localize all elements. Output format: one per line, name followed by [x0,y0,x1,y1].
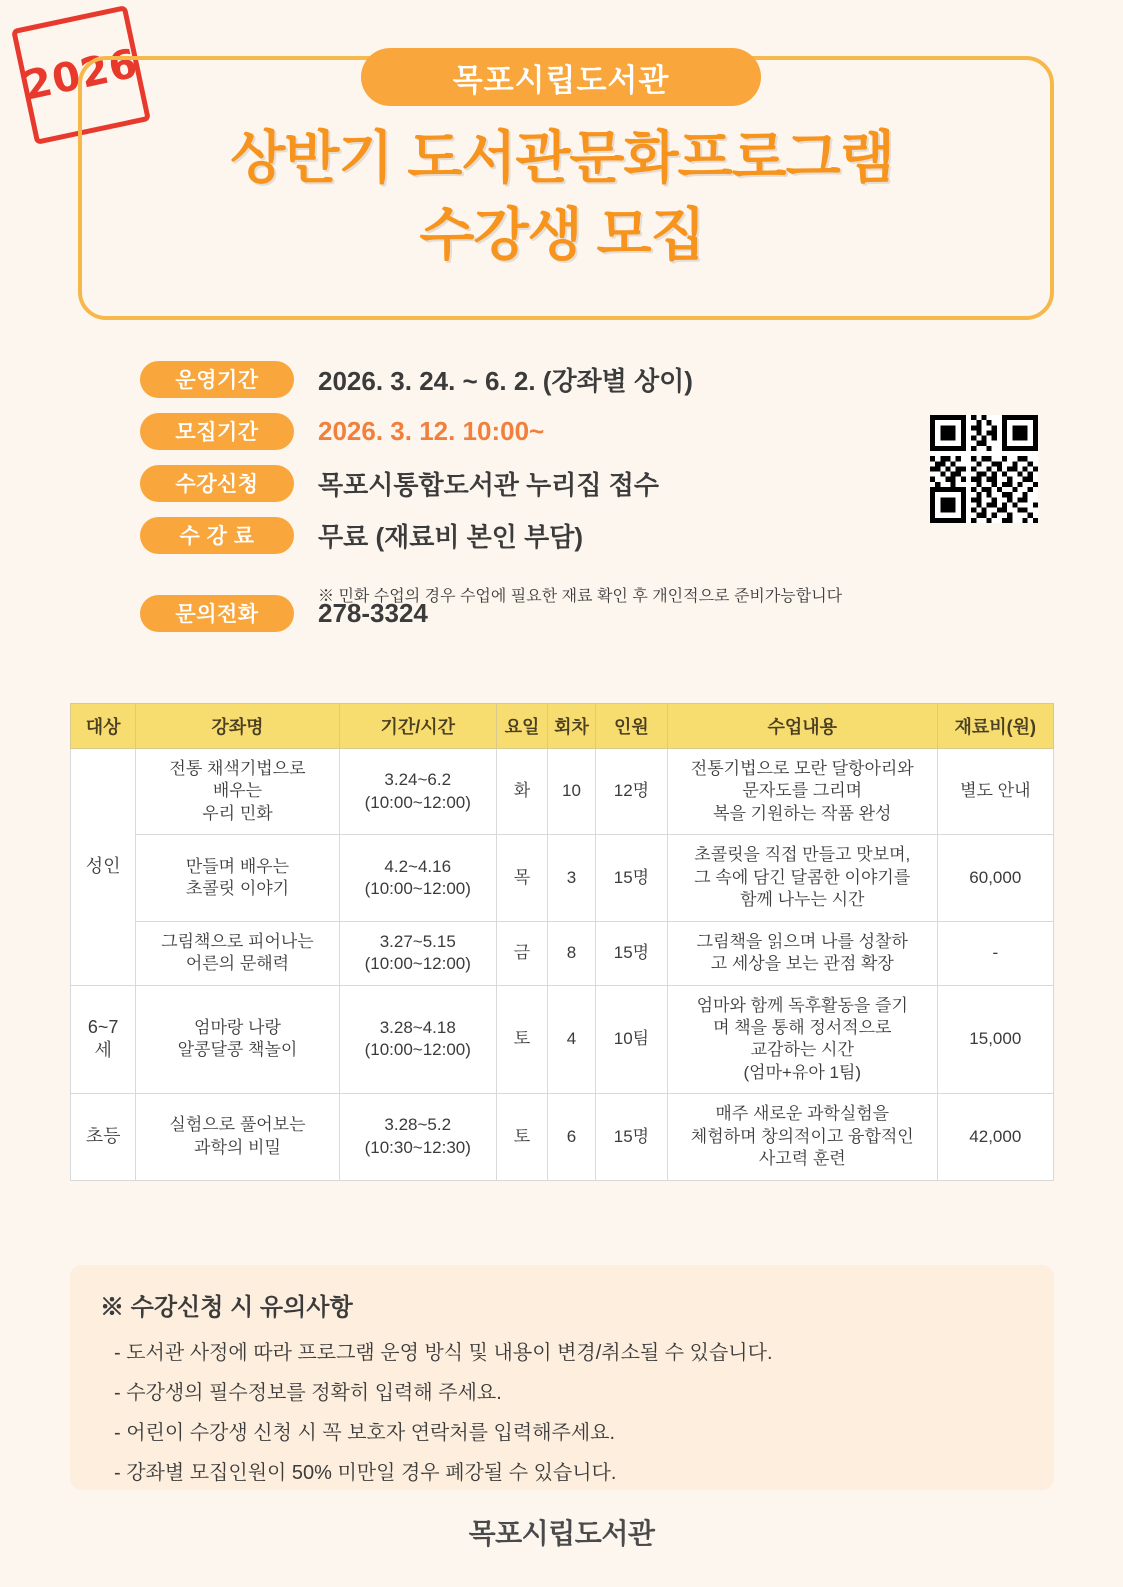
cell-content: 초콜릿을 직접 만들고 맛보며, 그 속에 담긴 달콤한 이야기를 함께 나누는 시간 [667,835,937,921]
info-value: 목포시통합도서관 누리집 접수 [318,469,659,500]
notice-item: - 강좌별 모집인원이 50% 미만일 경우 폐강될 수 있습니다. [114,1462,617,1484]
cell-capacity: 10팀 [595,985,667,1094]
notice-title: ※ 수강신청 시 유의사항 [100,1294,353,1321]
table-row [71,921,1054,985]
cell-course-name: 그림책으로 피어나는 어른의 문해력 [136,921,339,985]
program-table [70,703,1054,1181]
table-column-header: 재료비(원) [937,704,1053,749]
cell-period: 3.24~6.2 (10:00~12:00) [339,749,496,835]
qr-code-image [930,415,1038,523]
table-column-header: 강좌명 [136,704,339,749]
info-row [140,412,980,450]
cell-course-name: 만들며 배우는 초콜릿 이야기 [136,835,339,921]
notice-box [70,1265,1054,1490]
table-column-header: 기간/시간 [339,704,496,749]
info-value: 2026. 3. 24. ~ 6. 2. (강좌별 상이) [318,365,693,396]
cell-session-count: 10 [548,749,596,835]
cell-target: 성인 [71,749,136,986]
table-row [71,985,1054,1094]
info-row [140,516,980,554]
cell-session-count: 4 [548,985,596,1094]
info-label: 수 강 료 [140,517,294,554]
info-value: 2026. 3. 12. 10:00~ [318,415,545,446]
cell-day: 금 [496,921,547,985]
table-column-header: 요일 [496,704,547,749]
footer-library-name: 목포시립도서관 [468,1518,655,1549]
table-row [71,749,1054,835]
cell-period: 4.2~4.16 (10:00~12:00) [339,835,496,921]
page-title-line2: 수강생 모집 [419,202,705,267]
cell-fee: 별도 안내 [937,749,1053,835]
cell-fee: - [937,921,1053,985]
cell-day: 토 [496,985,547,1094]
qr-code[interactable] [930,415,1038,523]
table-header-row [71,704,1054,749]
info-value: 무료 (재료비 본인 부담) [318,521,584,552]
page-title [78,120,1046,274]
notice-item: - 도서관 사정에 따라 프로그램 운영 방식 및 내용이 변경/취소될 수 있습니다. [114,1342,773,1364]
table-row [71,1094,1054,1180]
cell-target: 초등 [71,1094,136,1180]
info-row [140,360,980,398]
cell-period: 3.28~4.18 (10:00~12:00) [339,985,496,1094]
cell-content: 엄마와 함께 독후활동을 즐기 며 책을 통해 정서적으로 교감하는 시간 (엄마+유아 1팀) [667,985,937,1094]
cell-capacity: 12명 [595,749,667,835]
cell-course-name: 엄마랑 나랑 알콩달콩 책놀이 [136,985,339,1094]
year-stamp-label: 2026 [19,40,143,110]
info-value: 278-3324 [318,597,428,628]
notice-list [70,1336,1054,1485]
cell-target: 6~7 세 [71,985,136,1094]
info-label: 문의전화 [140,595,294,632]
page-title-line1: 상반기 도서관문화프로그램 [230,126,894,190]
cell-fee: 15,000 [937,985,1053,1094]
table-body [71,749,1054,1181]
table-row [71,835,1054,921]
table-column-header: 회차 [548,704,596,749]
notice-item: - 수강생의 필수정보를 정확히 입력해 주세요. [114,1382,502,1404]
info-label: 모집기간 [140,413,294,450]
cell-capacity: 15명 [595,835,667,921]
cell-content: 그림책을 읽으며 나를 성찰하 고 세상을 보는 관점 확장 [667,921,937,985]
cell-capacity: 15명 [595,1094,667,1180]
cell-session-count: 8 [548,921,596,985]
cell-fee: 60,000 [937,835,1053,921]
library-name-pill: 목포시립도서관 [361,48,761,106]
cell-course-name: 전통 채색기법으로 배우는 우리 민화 [136,749,339,835]
cell-period: 3.28~5.2 (10:30~12:30) [339,1094,496,1180]
cell-content: 매주 새로운 과학실험을 체험하며 창의적이고 융합적인 사고력 훈련 [667,1094,937,1180]
cell-day: 목 [496,835,547,921]
info-note: ※ 민화 수업의 경우 수업에 필요한 재료 확인 후 개인적으로 준비가능합니다 [318,588,843,605]
info-row [140,464,980,502]
cell-course-name: 실험으로 풀어보는 과학의 비밀 [136,1094,339,1180]
cell-content: 전통기법으로 모란 달항아리와 문자도를 그리며 복을 기원하는 작품 완성 [667,749,937,835]
cell-session-count: 3 [548,835,596,921]
info-label: 운영기간 [140,361,294,398]
table-column-header: 인원 [595,704,667,749]
table-column-header: 수업내용 [667,704,937,749]
cell-fee: 42,000 [937,1094,1053,1180]
info-label: 수강신청 [140,465,294,502]
cell-session-count: 6 [548,1094,596,1180]
cell-period: 3.27~5.15 (10:00~12:00) [339,921,496,985]
cell-day: 화 [496,749,547,835]
cell-day: 토 [496,1094,547,1180]
notice-item: - 어린이 수강생 신청 시 꼭 보호자 연락처를 입력해주세요. [114,1422,616,1444]
cell-capacity: 15명 [595,921,667,985]
table-column-header: 대상 [71,704,136,749]
